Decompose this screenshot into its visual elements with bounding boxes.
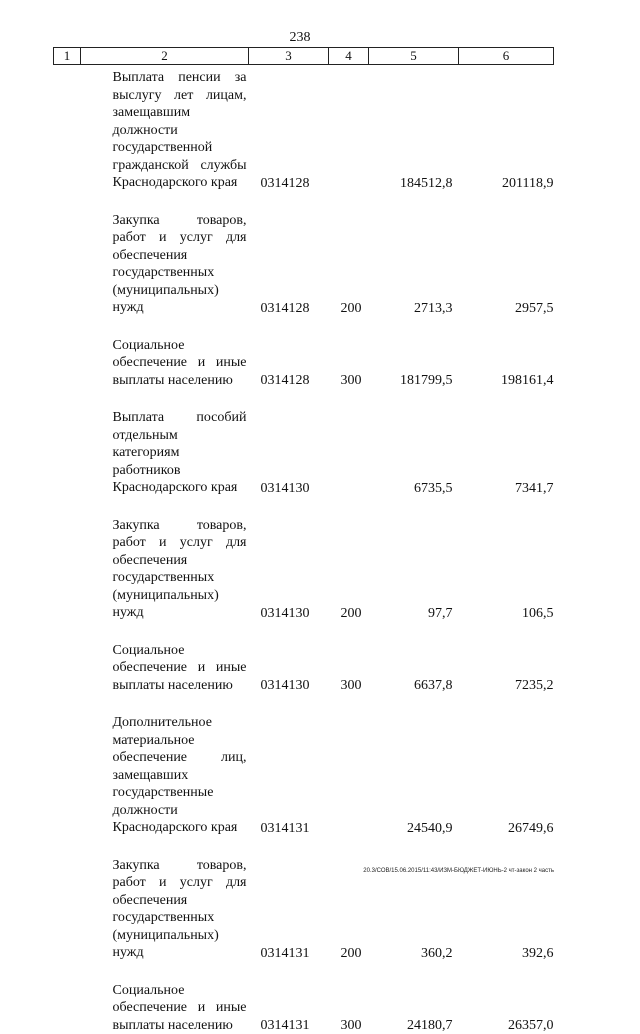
row-target-code: 0314128 — [249, 337, 329, 390]
row-expense-kind — [329, 409, 369, 497]
row-value-col5: 184512,8 — [369, 69, 459, 192]
row-name: Социальное обеспечение и иные выплаты населению — [81, 337, 249, 390]
row-value-col6: 26749,6 — [459, 714, 554, 837]
row-expense-kind: 300 — [329, 337, 369, 390]
row-value-col6: 106,5 — [459, 517, 554, 622]
column-header-6: 6 — [459, 48, 554, 65]
row-target-code: 0314130 — [249, 409, 329, 497]
row-target-code: 0314130 — [249, 517, 329, 622]
table-row — [54, 982, 554, 1034]
row-target-code: 0314131 — [249, 982, 329, 1034]
row-name: Закупка товаров, работ и услуг для обеспечения государственных (муниципальных) нужд — [81, 517, 249, 622]
table-row — [54, 69, 554, 192]
row-value-col6: 2957,5 — [459, 212, 554, 317]
row-target-code: 0314128 — [249, 212, 329, 317]
budget-table — [53, 47, 554, 1034]
row-value-col6: 26357,0 — [459, 982, 554, 1034]
row-name: Социальное обеспечение и иные выплаты населению — [81, 642, 249, 695]
row-expense-kind — [329, 714, 369, 837]
row-name: Социальное обеспечение и иные выплаты населению — [81, 982, 249, 1034]
row-value-col5: 2713,3 — [369, 212, 459, 317]
row-expense-kind: 200 — [329, 517, 369, 622]
table-row — [54, 714, 554, 837]
row-value-col6: 392,6 — [459, 857, 554, 962]
row-value-col5: 6637,8 — [369, 642, 459, 695]
table-row — [54, 212, 554, 317]
row-name: Дополнительное материальное обеспечение лиц, замещавших государственные должности Краснодарского края — [81, 714, 249, 837]
row-expense-kind: 300 — [329, 642, 369, 695]
row-expense-kind: 200 — [329, 212, 369, 317]
row-target-code: 0314131 — [249, 857, 329, 962]
row-name: Выплата пенсии за выслугу лет лицам, замещавшим должности государственной гражданской службы Краснодарского края — [81, 69, 249, 192]
row-value-col5: 24540,9 — [369, 714, 459, 837]
table-row — [54, 337, 554, 390]
row-target-code: 0314128 — [249, 69, 329, 192]
column-header-3: 3 — [249, 48, 329, 65]
table-row — [54, 517, 554, 622]
document-footer-stamp: 20.3/СОВ/15.06.2015/11:43/ИЗМ-БЮДЖЕТ-ИЮНЬ-2 чт-закон 2 часть — [363, 868, 554, 874]
row-value-col5: 6735,5 — [369, 409, 459, 497]
row-value-col5: 24180,7 — [369, 982, 459, 1034]
page-number: 238 — [0, 30, 600, 46]
row-value-col5: 181799,5 — [369, 337, 459, 390]
row-expense-kind: 200 — [329, 857, 369, 962]
row-target-code: 0314130 — [249, 642, 329, 695]
column-header-4: 4 — [329, 48, 369, 65]
row-value-col6: 201118,9 — [459, 69, 554, 192]
table-row — [54, 642, 554, 695]
row-value-col5: 97,7 — [369, 517, 459, 622]
row-value-col6: 7341,7 — [459, 409, 554, 497]
row-target-code: 0314131 — [249, 714, 329, 837]
row-expense-kind — [329, 69, 369, 192]
row-value-col5: 360,2 — [369, 857, 459, 962]
column-header-2: 2 — [81, 48, 249, 65]
table-row — [54, 409, 554, 497]
column-header-1: 1 — [54, 48, 81, 65]
row-name: Закупка товаров, работ и услуг для обеспечения государственных (муниципальных) нужд — [81, 857, 249, 962]
row-value-col6: 198161,4 — [459, 337, 554, 390]
row-name: Выплата пособий отдельным категориям работников Краснодарского края — [81, 409, 249, 497]
row-name: Закупка товаров, работ и услуг для обеспечения государственных (муниципальных) нужд — [81, 212, 249, 317]
row-expense-kind: 300 — [329, 982, 369, 1034]
column-header-5: 5 — [369, 48, 459, 65]
column-number-header-row — [54, 48, 554, 65]
row-value-col6: 7235,2 — [459, 642, 554, 695]
